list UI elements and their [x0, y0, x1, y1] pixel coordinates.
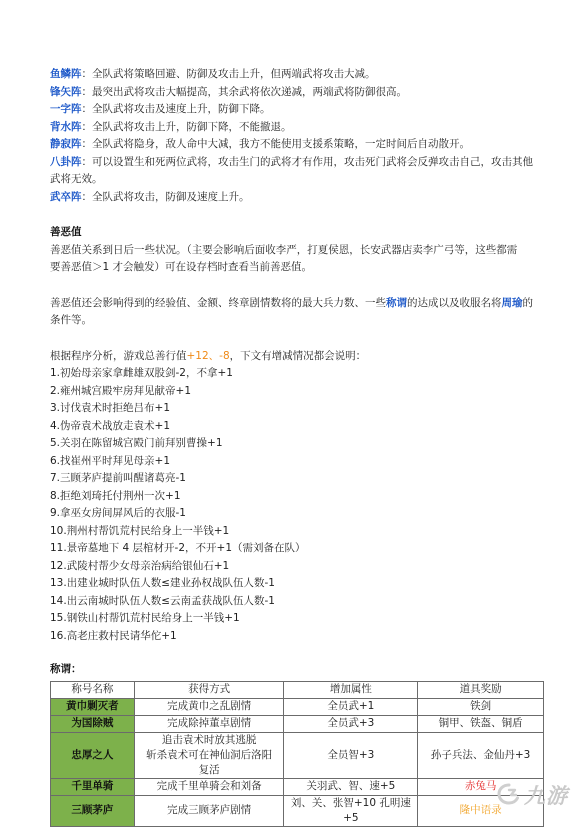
column-header: 获得方式 — [134, 681, 284, 698]
karma-intro-line: 善恶值关系到日后一些状况。（主要会影响后面收李严，打夏侯恩，长安武器店卖李广弓等，这些都需 — [50, 243, 518, 256]
attr-cell: 全员武+1 — [284, 698, 418, 715]
reward-cell: 铁剑 — [418, 698, 544, 715]
titles-table — [50, 681, 544, 827]
karma-event: 10.荆州村帮饥荒村民给身上一半钱+1 — [50, 524, 230, 537]
attr-cell: 关羽武、智、速+5 — [284, 778, 418, 795]
karma-event: 2.雍州城宫殿牢房拜见献帝+1 — [50, 384, 191, 397]
formation-desc: 全队武将攻击及速度上升，防御下降。 — [92, 103, 271, 115]
karma-total-value: +12、-8 — [186, 349, 230, 362]
karma-event: 15.钢铁山村帮饥荒村民给身上一半钱+1 — [50, 612, 240, 624]
karma-event: 7.三顾茅庐提前叫醒诸葛亮-1 — [50, 472, 186, 484]
formation-desc: 可以设置生和死两位武将，攻击生门的武将才有作用，攻击死门武将会反弹攻击自己，攻击其他 — [92, 155, 533, 168]
formation-sep: ： — [81, 138, 92, 150]
karma-total-line — [50, 348, 550, 366]
karma-event: 8.拒绝刘琦托付荆州一次+1 — [50, 489, 181, 502]
formation-sep: ： — [81, 68, 92, 80]
method-cell: 完成除掉董卓剧情 — [134, 715, 284, 732]
watermark — [496, 780, 568, 810]
keyword-titles: 称谓 — [386, 296, 407, 309]
formation-item — [50, 154, 550, 172]
formation-item — [50, 84, 550, 102]
formation-name: 静寂阵 — [50, 138, 82, 150]
formation-desc: 全队武将攻击，防御及速度上升。 — [92, 190, 250, 203]
attr-cell: 全员智+3 — [284, 732, 418, 778]
formation-item — [50, 101, 550, 119]
karma-heading: 善恶值 — [50, 226, 82, 238]
method-cell: 完成三顾茅庐剧情 — [134, 795, 284, 826]
karma-event: 5.关羽在陈留城宫殿门前拜别曹操+1 — [50, 437, 223, 449]
table-row — [51, 795, 544, 826]
method-line: 斩杀袁术可在神仙洞后洛阳 — [146, 748, 273, 761]
formation-sep: ： — [81, 190, 92, 203]
title-name-cell: 黄巾剿灭者 — [51, 698, 135, 715]
table-row — [51, 715, 544, 732]
table-row — [51, 698, 544, 715]
attr-cell: 全员武+3 — [284, 715, 418, 732]
formation-item-continued — [50, 171, 550, 189]
title-name-cell: 千里单骑 — [51, 778, 135, 795]
reward-cell: 铜甲、铁盔、铜盾 — [418, 715, 544, 732]
formation-name: 鱼鳞阵 — [50, 68, 82, 80]
formation-desc: 全队武将攻击上升，防御下降，不能撤退。 — [92, 120, 292, 133]
formation-sep: ： — [81, 103, 92, 115]
karma-event: 13.出建业城时队伍人数≤建业孙权战队伍人数-1 — [50, 577, 275, 589]
formation-desc: 全队武将策略回避、防御及攻击上升，但两端武将攻击大减。 — [92, 68, 376, 80]
karma-event: 11.景帝墓地下 4 层棺材开-2，不开+1（需刘备在队） — [50, 542, 306, 554]
formation-desc: 武将无效。 — [50, 173, 103, 185]
text-span: 根据程序分析，游戏总善行值 — [50, 349, 187, 362]
formation-item — [50, 189, 550, 207]
reward-cell: 孙子兵法、金仙丹+3 — [418, 732, 544, 778]
watermark-text: 九游 — [524, 784, 568, 808]
keyword-zhouyu: 周瑜 — [501, 296, 523, 309]
text-span: 的达成以及收服名将 — [407, 296, 502, 309]
formation-list — [50, 66, 550, 206]
karma-affects-line — [50, 295, 550, 313]
formation-name: 锋矢阵 — [50, 85, 82, 98]
karma-event: 12.武陵村帮少女母亲治病给银仙石+1 — [50, 559, 230, 572]
column-header: 道具奖励 — [418, 681, 544, 698]
karma-event: 3.讨伐袁术时拒绝吕布+1 — [50, 402, 170, 414]
jiuyou-logo-icon — [496, 782, 522, 809]
formation-name: 背水阵 — [50, 120, 82, 133]
karma-event: 16.高老庄救村民请华佗+1 — [50, 629, 177, 642]
reward-cell: 隆中语录 — [418, 795, 544, 826]
text-span: 善恶值还会影响得到的经验值、金额、终章剧情数将的最大兵力数、一些 — [50, 296, 386, 309]
formation-sep: ： — [81, 85, 92, 98]
formation-item — [50, 66, 550, 84]
attr-cell: 刘、关、张智+10 孔明速+5 — [284, 795, 418, 826]
reward-cell: 赤兔马 — [418, 778, 544, 795]
table-row — [51, 778, 544, 795]
text-span: 的 — [522, 296, 533, 309]
title-name-cell: 忠厚之人 — [51, 732, 135, 778]
formation-sep: ： — [81, 155, 92, 168]
formation-name: 一字阵 — [50, 103, 82, 115]
titles-heading: 称谓： — [50, 663, 82, 675]
method-cell: 完成黄巾之乱剧情 — [134, 698, 284, 715]
table-row — [51, 732, 544, 778]
title-name-cell: 三顾茅庐 — [51, 795, 135, 826]
document-page — [50, 66, 550, 827]
formation-desc: 全队武将隐身，敌人命中大减，我方不能使用支援系策略，一定时间后自动散开。 — [92, 138, 470, 150]
formation-name: 八卦阵 — [50, 155, 82, 168]
karma-event: 6.找崔州平时拜见母亲+1 — [50, 454, 170, 467]
column-header: 增加属性 — [284, 681, 418, 698]
method-line: 复活 — [198, 763, 220, 776]
formation-desc: 最突出武将攻击大幅提高，其余武将依次递减，两端武将防御很高。 — [92, 85, 407, 98]
karma-event: 4.伪帝袁术战放走袁术+1 — [50, 419, 170, 432]
karma-affects-line: 条件等。 — [50, 314, 92, 326]
karma-event: 1.初始母亲家拿雌雄双股剑-2，不拿+1 — [50, 367, 233, 379]
formation-item — [50, 119, 550, 137]
formation-sep: ： — [81, 120, 92, 133]
method-cell — [134, 732, 284, 778]
karma-event-list — [50, 365, 550, 645]
text-span: ，下文有增减情况都会说明： — [229, 349, 367, 362]
formation-item — [50, 136, 550, 154]
title-name-cell: 为国除贼 — [51, 715, 135, 732]
karma-event: 14.出云南城时队伍人数≤云南孟获战队伍人数-1 — [50, 594, 275, 607]
formation-name: 武卒阵 — [50, 190, 82, 203]
karma-intro-line: 要善恶值＞1 才会触发）可在设存档时查看当前善恶值。 — [50, 261, 313, 273]
method-line: 追击袁术时放其逃脱 — [161, 733, 257, 746]
table-header-row — [51, 681, 544, 698]
method-cell: 完成千里单骑会和刘备 — [134, 778, 284, 795]
karma-event: 9.拿巫女房间屏风后的衣服-1 — [50, 507, 186, 519]
column-header: 称号名称 — [51, 681, 135, 698]
